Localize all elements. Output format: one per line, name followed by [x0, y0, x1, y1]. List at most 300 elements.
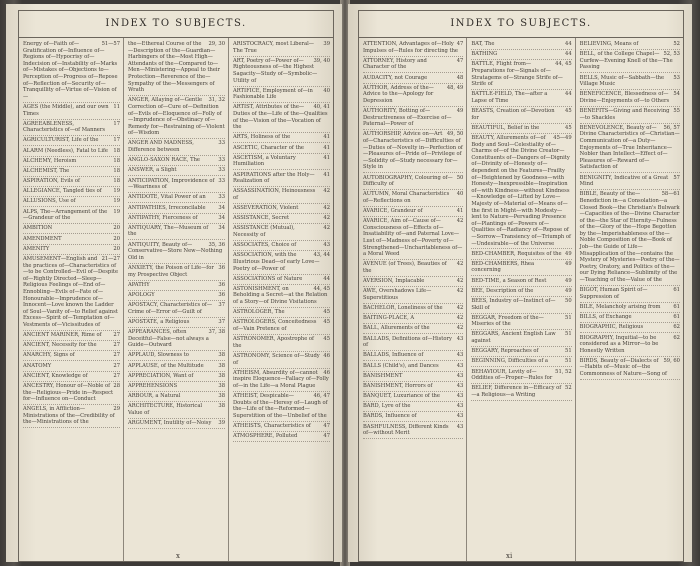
entry-text: BEHAVIOUR, Levity of—Oddities of—Proper—Rules for [471, 368, 553, 382]
entry-pages: 36 [218, 281, 225, 288]
index-entry [580, 175, 680, 191]
entry-pages: 43 [456, 335, 464, 342]
index-columns [359, 38, 683, 561]
entry-pages: 40 [456, 191, 464, 198]
entry-pages: 50 [456, 174, 464, 181]
index-entry [23, 41, 120, 103]
index-entry [128, 292, 225, 301]
index-entry [128, 157, 225, 166]
entry-text: AUTHOR, Address of the—Advice to the—Apology for Depression [363, 84, 434, 104]
entry-text: BED-TIME, a Season of Rest [471, 277, 547, 284]
index-entry [128, 205, 225, 214]
entry-text: ANTIQUITY, Beauty of—Conservative—Store New—Nothing Old in [128, 241, 223, 261]
entry-pages: 19 [113, 208, 120, 215]
index-entry [580, 287, 680, 303]
index-entry [23, 198, 120, 207]
entry-text: ARCHITECTURE, Historical Value of [128, 403, 203, 416]
index-entry [128, 178, 225, 194]
entry-text: BATTLE-FIELD, The—after a Lapse of Time [471, 91, 548, 104]
entry-pages: 49 [456, 108, 464, 115]
entry-text: BEASTS, Creation of—Devotion for [471, 108, 555, 121]
entry-pages: 42 [323, 205, 330, 212]
index-entry [233, 205, 330, 214]
index-entry [23, 373, 120, 382]
index-entry [471, 91, 571, 107]
index-entry [363, 413, 463, 422]
entry-text: BAT, The [471, 41, 495, 47]
entry-pages: 45 [565, 124, 572, 131]
index-entry [363, 131, 463, 173]
index-entry [363, 208, 463, 217]
entry-text: ATHEISM, Absurdity of—cannot inspire Eloquence—Fallacy of—Folly of—in the Life—a Moral Plague [233, 369, 329, 389]
entry-text: ALCHEMY, Heroism [23, 157, 77, 164]
entry-pages: 29 [113, 406, 120, 413]
index-entry [363, 393, 463, 402]
index-entry [233, 252, 330, 274]
entry-pages: 62 [673, 334, 680, 341]
entry-text: APPLAUSE, of the Multitude [128, 362, 204, 369]
entry-text: ANCIENT MARINER, Rime of [23, 332, 102, 339]
entry-pages: 55 [673, 108, 680, 115]
entry-text: ANCIENT, Knowledge of [23, 372, 88, 379]
entry-text: BIBLE, Beauty of the—Benediction in—a Consolation—a Closed Book—the Christian's Bulwark—Capacities of the—Divine Character of the—the Star of Eternity—Fulness of the—Glory of the—Hope Begotten by the—Imperishableness of the—Noble Composition of the—Book of Job—the Guide of Life—Misapplication of the—contains the Mystery of Mysteries—Poetry of the—Poetry, Oratory, and Politics of the—our Dying Reliance—Sublimity of the—Teaching of the—Value of the [579, 191, 680, 284]
entry-text: AWE, Overshadows Life—Superstitious [363, 288, 432, 301]
page-number: x [176, 552, 180, 560]
index-entry [23, 188, 120, 197]
entry-text: ARTS, Holiness of the [233, 134, 291, 141]
index-entry [471, 288, 571, 297]
index-column [359, 38, 467, 561]
entry-pages: 42 [456, 305, 464, 312]
index-entry [128, 393, 225, 402]
entry-pages: 43 [456, 413, 464, 420]
index-entry [233, 88, 330, 104]
index-frame-left [18, 10, 334, 562]
entry-pages: 40 [323, 87, 330, 94]
entry-pages: 49 [565, 250, 572, 257]
entry-pages: 18 [113, 167, 120, 174]
entry-text: ARBOUR, a Natural [128, 393, 181, 400]
index-frame-right [358, 10, 684, 562]
entry-text: BEGGARY, Reproaches of [471, 348, 539, 355]
entry-pages: 42 [456, 278, 464, 285]
entry-text: APPEARANCES, often Deceitful—False—not always a Guide—Outward [128, 329, 209, 349]
index-entry [363, 278, 463, 287]
index-entry [233, 41, 330, 57]
index-entry [471, 369, 571, 385]
index-entry [23, 209, 120, 225]
index-entry [471, 51, 571, 60]
entry-text: BEES, Industry of—Instinct of—Skill of [471, 297, 556, 311]
index-entry [471, 41, 571, 50]
entry-pages: 61 [673, 303, 680, 310]
entry-text: ASSASSINATION, Heinousness of [233, 188, 316, 201]
index-entry [233, 242, 330, 251]
entry-text: ANGLO-SAXON RACE, The [128, 157, 200, 164]
entry-pages: 19 [113, 198, 120, 205]
entry-pages: 33 [218, 167, 225, 174]
index-entry [363, 424, 463, 440]
entry-text: BIGOT, Human Spirit of—Suppression of [579, 287, 648, 300]
index-column [124, 38, 229, 561]
entry-text: BIRDS, Beauty of—Dialects of—Habits of—Music of—the Commonness of Nature—Song of [579, 357, 667, 378]
entry-text: BANQUET, Luxuriance of the [363, 393, 440, 400]
entry-text: AMENITY [23, 245, 50, 252]
entry-pages: 47 [323, 433, 330, 440]
index-entry [363, 175, 463, 191]
index-entry [128, 41, 225, 96]
entry-text: BILE, Melancholy arising from [579, 303, 661, 310]
entry-text: AUTOBIOGRAPHY, Colouring of—Difficulty of [363, 174, 453, 188]
index-entry [233, 370, 330, 392]
entry-pages: 49 [565, 287, 572, 294]
entry-pages: 42 [456, 325, 464, 332]
entry-text: BALLADS, Influence of [363, 352, 424, 359]
index-entry [128, 383, 225, 392]
index-entry [363, 325, 463, 334]
entry-pages: 42 [323, 188, 330, 195]
entry-text: BED-CHAMBERS, Rhea concerning [471, 260, 535, 274]
entry-pages: 11 [113, 103, 120, 110]
index-entry [363, 218, 463, 260]
entry-pages: 43 [456, 362, 464, 369]
index-entry [23, 256, 120, 331]
entry-pages: 33 [218, 194, 225, 201]
entry-text: ASSISTANCE, Secret [233, 215, 290, 222]
index-entry [471, 385, 571, 401]
entry-text: BELL, of the College Chapel—Curfew—Evening Knell of the—The Passing [579, 51, 673, 71]
entry-text: BARDS, Influence of [363, 413, 417, 420]
entry-pages: 52, 53 [663, 51, 680, 58]
index-entry [233, 353, 330, 369]
entry-pages: 62 [673, 324, 680, 331]
entry-pages: 48 [456, 74, 464, 81]
index-entry [363, 383, 463, 392]
entry-pages: 39, 40 [313, 57, 330, 64]
entry-pages: 42 [456, 288, 464, 295]
entry-text: BILLS, of Exchange [579, 314, 632, 321]
index-entry [128, 329, 225, 351]
entry-text: ANGER, Allaying of—Gentle Correction of—Cure of—Definition of—Evils of—Eloquence of—Folly of—Imprudence of—Obstinacy of—Remedy for—Restraining of—Violent of—Wisdom [128, 97, 225, 137]
index-entry [233, 172, 330, 188]
entry-pages: 58—61 [661, 191, 680, 198]
index-entry [233, 58, 330, 87]
entry-pages: 31, 32 [208, 97, 225, 104]
index-entry [363, 75, 463, 84]
index-entry [128, 167, 225, 176]
entry-pages: 61 [673, 287, 680, 294]
entry-pages: 51 [565, 348, 572, 355]
entry-pages: 42 [456, 315, 464, 322]
entry-pages: 21—27 [101, 255, 120, 262]
index-entry [471, 261, 571, 277]
entry-text: BALLADS, Definitions of—History of [363, 335, 452, 349]
entry-pages: 41 [323, 154, 330, 161]
entry-text: ARTIFICE, Employment of—in Fashionable Life [233, 87, 313, 101]
index-entry [23, 225, 120, 234]
entry-pages: 42 [456, 261, 464, 268]
entry-pages: 44 [565, 41, 572, 47]
entry-pages: 43 [456, 423, 464, 430]
index-entry [363, 108, 463, 130]
entry-text: APPRECIATION, Want of [128, 372, 194, 379]
index-entry [471, 251, 571, 260]
entry-text: BANISHMENT [363, 372, 403, 379]
entry-text: ASTONISHMENT, on Beholding a Secret—at the Relation of a Story—of Divine Visitations [233, 285, 328, 306]
entry-pages: 33 [218, 157, 225, 164]
entry-pages: 38 [218, 352, 225, 359]
index-entry [128, 403, 225, 419]
index-entry [363, 261, 463, 277]
entry-pages: 35, 36 [208, 241, 225, 248]
entry-text: ARISTOCRACY, most Liberal—The True [233, 41, 314, 54]
index-entry [233, 215, 330, 224]
entry-pages: 34 [218, 214, 225, 221]
entry-text: ANTIPATHIES, Irreconcilable [128, 204, 206, 211]
entry-pages: 33 [218, 140, 225, 147]
entry-pages: 33 [218, 177, 225, 184]
entry-pages: 45 [565, 108, 572, 115]
entry-pages: 54 [673, 91, 680, 98]
entry-text: BIOGRAPHY, Inquitial—to be considered as a Mirror—to be Honestly Written [579, 334, 659, 354]
entry-text: ALARM (Needless), Fatal to Life [23, 147, 108, 154]
index-entry [233, 309, 330, 318]
index-entry [471, 358, 571, 367]
index-column [229, 38, 333, 561]
entry-pages: 51 [565, 358, 572, 365]
index-entry [233, 286, 330, 308]
entry-pages: 37, 38 [208, 329, 225, 336]
index-entry [128, 420, 225, 429]
index-entry [23, 383, 120, 405]
index-entry [128, 97, 225, 139]
entry-pages: 43, 44 [313, 252, 330, 259]
entry-text: ANXIETY, the Poison of Life—for my Prospective Object [128, 264, 214, 278]
entry-pages: 29, 30 [208, 41, 225, 47]
index-entry [471, 135, 571, 249]
entry-pages: 52 [673, 41, 680, 47]
entry-text: ALLUSIONS, Use of [23, 198, 76, 205]
index-entry [363, 315, 463, 324]
entry-text: ASSISTANCE (Mutual), Necessity of [233, 225, 295, 239]
entry-text: ANARCHY, Signs of [23, 352, 75, 359]
entry-pages: 36 [218, 264, 225, 271]
entry-text: ANGER AND MADNESS, Difference between [128, 140, 194, 154]
entry-pages: 37 [218, 318, 225, 325]
entry-text: ARGUMENT, Inutility of—Noisy [128, 420, 212, 427]
entry-pages: 18 [113, 147, 120, 154]
entry-text: AVARICE, Grandeur of [363, 208, 423, 215]
page-header: INDEX TO SUBJECTS. [19, 11, 333, 38]
entry-pages: 47 [456, 41, 464, 47]
index-entry [363, 191, 463, 207]
entry-pages: 46, 47 [313, 393, 330, 400]
entry-text: Energy of—Faith of—Gratification of—Influence of—Regions of—Hypocrisy of—Indecision of—Instability of—Marks of—Mistakes of—Objections to—Perception of—Progress of—Repose of—Reflection of—Security of—Tranquillity of—Virtue of—Vision of— [23, 41, 118, 100]
index-entry [471, 298, 571, 314]
entry-pages: 38 [218, 403, 225, 410]
entry-text: AVERSION, Implacable [363, 278, 425, 285]
entry-text: ASTRONOMER, Apostrophe of the [233, 336, 314, 349]
entry-text: AVENUE (of Trees), Beauties of the [363, 261, 447, 274]
entry-text: BELIEF, Difference in—Efficacy of—a Religious—a Writing [471, 385, 562, 398]
entry-pages: 56, 57 [663, 124, 680, 131]
entry-text: BARD, Lyre of the [363, 403, 411, 410]
entry-pages: 27 [113, 332, 120, 339]
entry-pages: 43 [456, 382, 464, 389]
index-entry [23, 178, 120, 187]
index-entry [580, 125, 680, 174]
index-column [467, 38, 575, 561]
entry-text: BELLS, Music of—Sabbath—the Village Music [579, 74, 665, 88]
index-entry [363, 288, 463, 304]
index-entry [471, 108, 571, 124]
entry-pages: 38 [218, 372, 225, 379]
entry-pages: 38 [218, 393, 225, 400]
index-entry [128, 225, 225, 241]
entry-pages: 42 [323, 215, 330, 222]
entry-text: AGREEABLENESS, Characteristics of—of Manners [23, 120, 106, 134]
entry-pages: 41 [323, 171, 330, 178]
index-column [19, 38, 124, 561]
entry-text: ATHEIST, Despicable—Doubts of the—Heresy of—Laugh of the—Life of the—Reformed—Superstition of the—Unbelief of the [233, 393, 328, 419]
entry-pages: 51, 52 [555, 368, 572, 375]
entry-text: APOSTATE, a Religious [128, 318, 190, 325]
entry-pages: 36 [218, 291, 225, 298]
entry-text: ARTIST, Attributes of the—Duties of the—Life of the—Qualities of the—Vision of the—Vocation of the [233, 104, 328, 131]
entry-pages: 51—57 [101, 41, 120, 47]
entry-pages: 47 [323, 423, 330, 430]
entry-text: APOSTACY, Characteristics of—Crime of—Error of—Guilt of [128, 302, 213, 315]
entry-text: ASSEVERATION, Violent [233, 205, 299, 212]
index-entry [128, 265, 225, 281]
index-entry [471, 61, 571, 90]
index-entry [128, 215, 225, 224]
entry-text: BENEVOLENCE, Beauty of—Divine Characteristics of—Christian—Communication of—a Duty—Enjoyments of—True Inheritance—Nobler than Intellect—Effect of—Pleasures of—Reward of—Satisfaction of [579, 124, 680, 171]
entry-pages: 42 [323, 225, 330, 232]
entry-pages: 44 [565, 91, 572, 98]
entry-text: ASCETIC, Character of the [233, 144, 304, 151]
index-entry [128, 319, 225, 328]
entry-pages: 45 [323, 309, 330, 316]
index-entry [23, 406, 120, 428]
index-entry [23, 246, 120, 255]
index-entry [363, 363, 463, 372]
entry-text: AUTHORITY, Botting of—Destructiveness of—Exercise of—Paternal—Power of [363, 108, 452, 128]
entry-pages: 43 [456, 372, 464, 379]
index-entry [233, 319, 330, 335]
entry-text: BIOGRAPHIC, Religious [579, 324, 644, 331]
entry-pages: 28 [113, 382, 120, 389]
index-column [576, 38, 683, 561]
entry-text: the—Ethereal Course of the—Description of the—Guardian—Harbingers of the—Most High—Attendants of the—Compared to—Men—Ministering—Appeal to their Protection—Reverence of the—Sympathy of the—Messengers of Wrath [128, 41, 221, 94]
entry-text: BED-CHAMBER, Requisites of the [471, 250, 562, 257]
index-entry [23, 168, 120, 177]
entry-text: ANTIDOTE, Vital Power of an [128, 194, 206, 201]
entry-text: BATHING [471, 51, 498, 58]
entry-pages: 27 [113, 372, 120, 379]
index-entry [233, 145, 330, 154]
entry-text: BALL, Allurements of the [363, 325, 430, 332]
entry-text: BELIEVING, Means of [579, 41, 639, 47]
entry-pages: 44 [323, 275, 330, 282]
index-entry [233, 104, 330, 133]
entry-text: BEGGARS, Ancient English Law against [471, 331, 556, 345]
entry-text: ATHEISTS, Characteristics of [233, 423, 311, 430]
entry-pages: 46 [323, 352, 330, 359]
entry-pages: 39 [323, 41, 330, 47]
entry-pages: 34 [218, 204, 225, 211]
index-entry [363, 85, 463, 107]
index-entry [580, 41, 680, 50]
entry-text: BACHELOR, Loneliness of the [363, 305, 443, 312]
index-entry [580, 75, 680, 91]
entry-pages: 43 [456, 393, 464, 400]
entry-pages: 19 [113, 188, 120, 195]
entry-pages: 45 [323, 319, 330, 326]
index-entry [363, 336, 463, 352]
index-entry [471, 348, 571, 357]
entry-text: ASCETISM, a Voluntary Humiliation [233, 154, 296, 168]
index-entry [580, 335, 680, 357]
index-entry [471, 125, 571, 134]
entry-pages: 39 [218, 420, 225, 427]
entry-text: ANTIQUARY, The—Museum of the [128, 224, 209, 238]
index-entry [580, 51, 680, 73]
entry-pages: 53 [673, 74, 680, 81]
index-entry [580, 91, 680, 107]
entry-text: BANISHMENT, Horrors of [363, 382, 433, 389]
entry-text: BASHFULNESS, Different Kinds of—without Merit [363, 423, 449, 437]
entry-text: APPLAUD, Slowness to [128, 352, 189, 359]
entry-pages: 41 [323, 144, 330, 151]
entry-pages: 41 [323, 134, 330, 141]
page-number: xi [506, 552, 513, 560]
entry-pages: 27 [113, 362, 120, 369]
entry-text: ASSOCIATION, with the Illustrious Dead—of early Love—Poetry of—Power of [233, 252, 320, 272]
entry-text: AGRICULTURIST, Life of the [23, 137, 99, 144]
entry-text: ANSWER, a Slight [128, 167, 177, 174]
entry-pages: 44, 45 [313, 285, 330, 292]
entry-pages: 38 [218, 382, 225, 389]
entry-pages: 17 [113, 120, 120, 127]
index-entry [128, 373, 225, 382]
index-entry [23, 352, 120, 361]
entry-pages: 48, 49 [446, 84, 464, 91]
index-entry [233, 393, 330, 422]
left-page [6, 4, 342, 562]
index-entry [128, 194, 225, 203]
index-entry [580, 108, 680, 124]
index-entry [363, 58, 463, 74]
index-entry [233, 134, 330, 143]
entry-text: BAITING-PLACE, A [363, 315, 415, 322]
entry-pages: 49 [565, 260, 572, 267]
index-entry [233, 336, 330, 352]
entry-pages: 45—49 [553, 135, 572, 141]
index-columns [19, 38, 333, 561]
entry-pages: 45 [323, 336, 330, 343]
entry-pages: 43 [456, 352, 464, 359]
index-entry [580, 358, 680, 380]
index-entry [471, 315, 571, 331]
entry-pages: 59, 60 [663, 357, 680, 364]
index-entry [23, 148, 120, 157]
entry-pages: 57 [673, 174, 680, 181]
entry-text: ATTORNEY, History and Character of the [363, 57, 427, 71]
entry-pages: 41 [456, 208, 464, 215]
entry-text: AMUSEMENT—English and the practices of—Characteristics of—to be Controlled—Evil of—Despite of—Rightly Directed—Sleep—Religious Feelings of—End of—Ennobling—Evils of—Fate of—Honourable—Imprudence of—Innocent—Love known the Ladder of Soul—Vanity of—to Relief against Excess—Spirit of—Temptation of—Vestments of—Vicissitudes of [23, 255, 119, 328]
entry-pages: 49, 50 [446, 131, 464, 138]
